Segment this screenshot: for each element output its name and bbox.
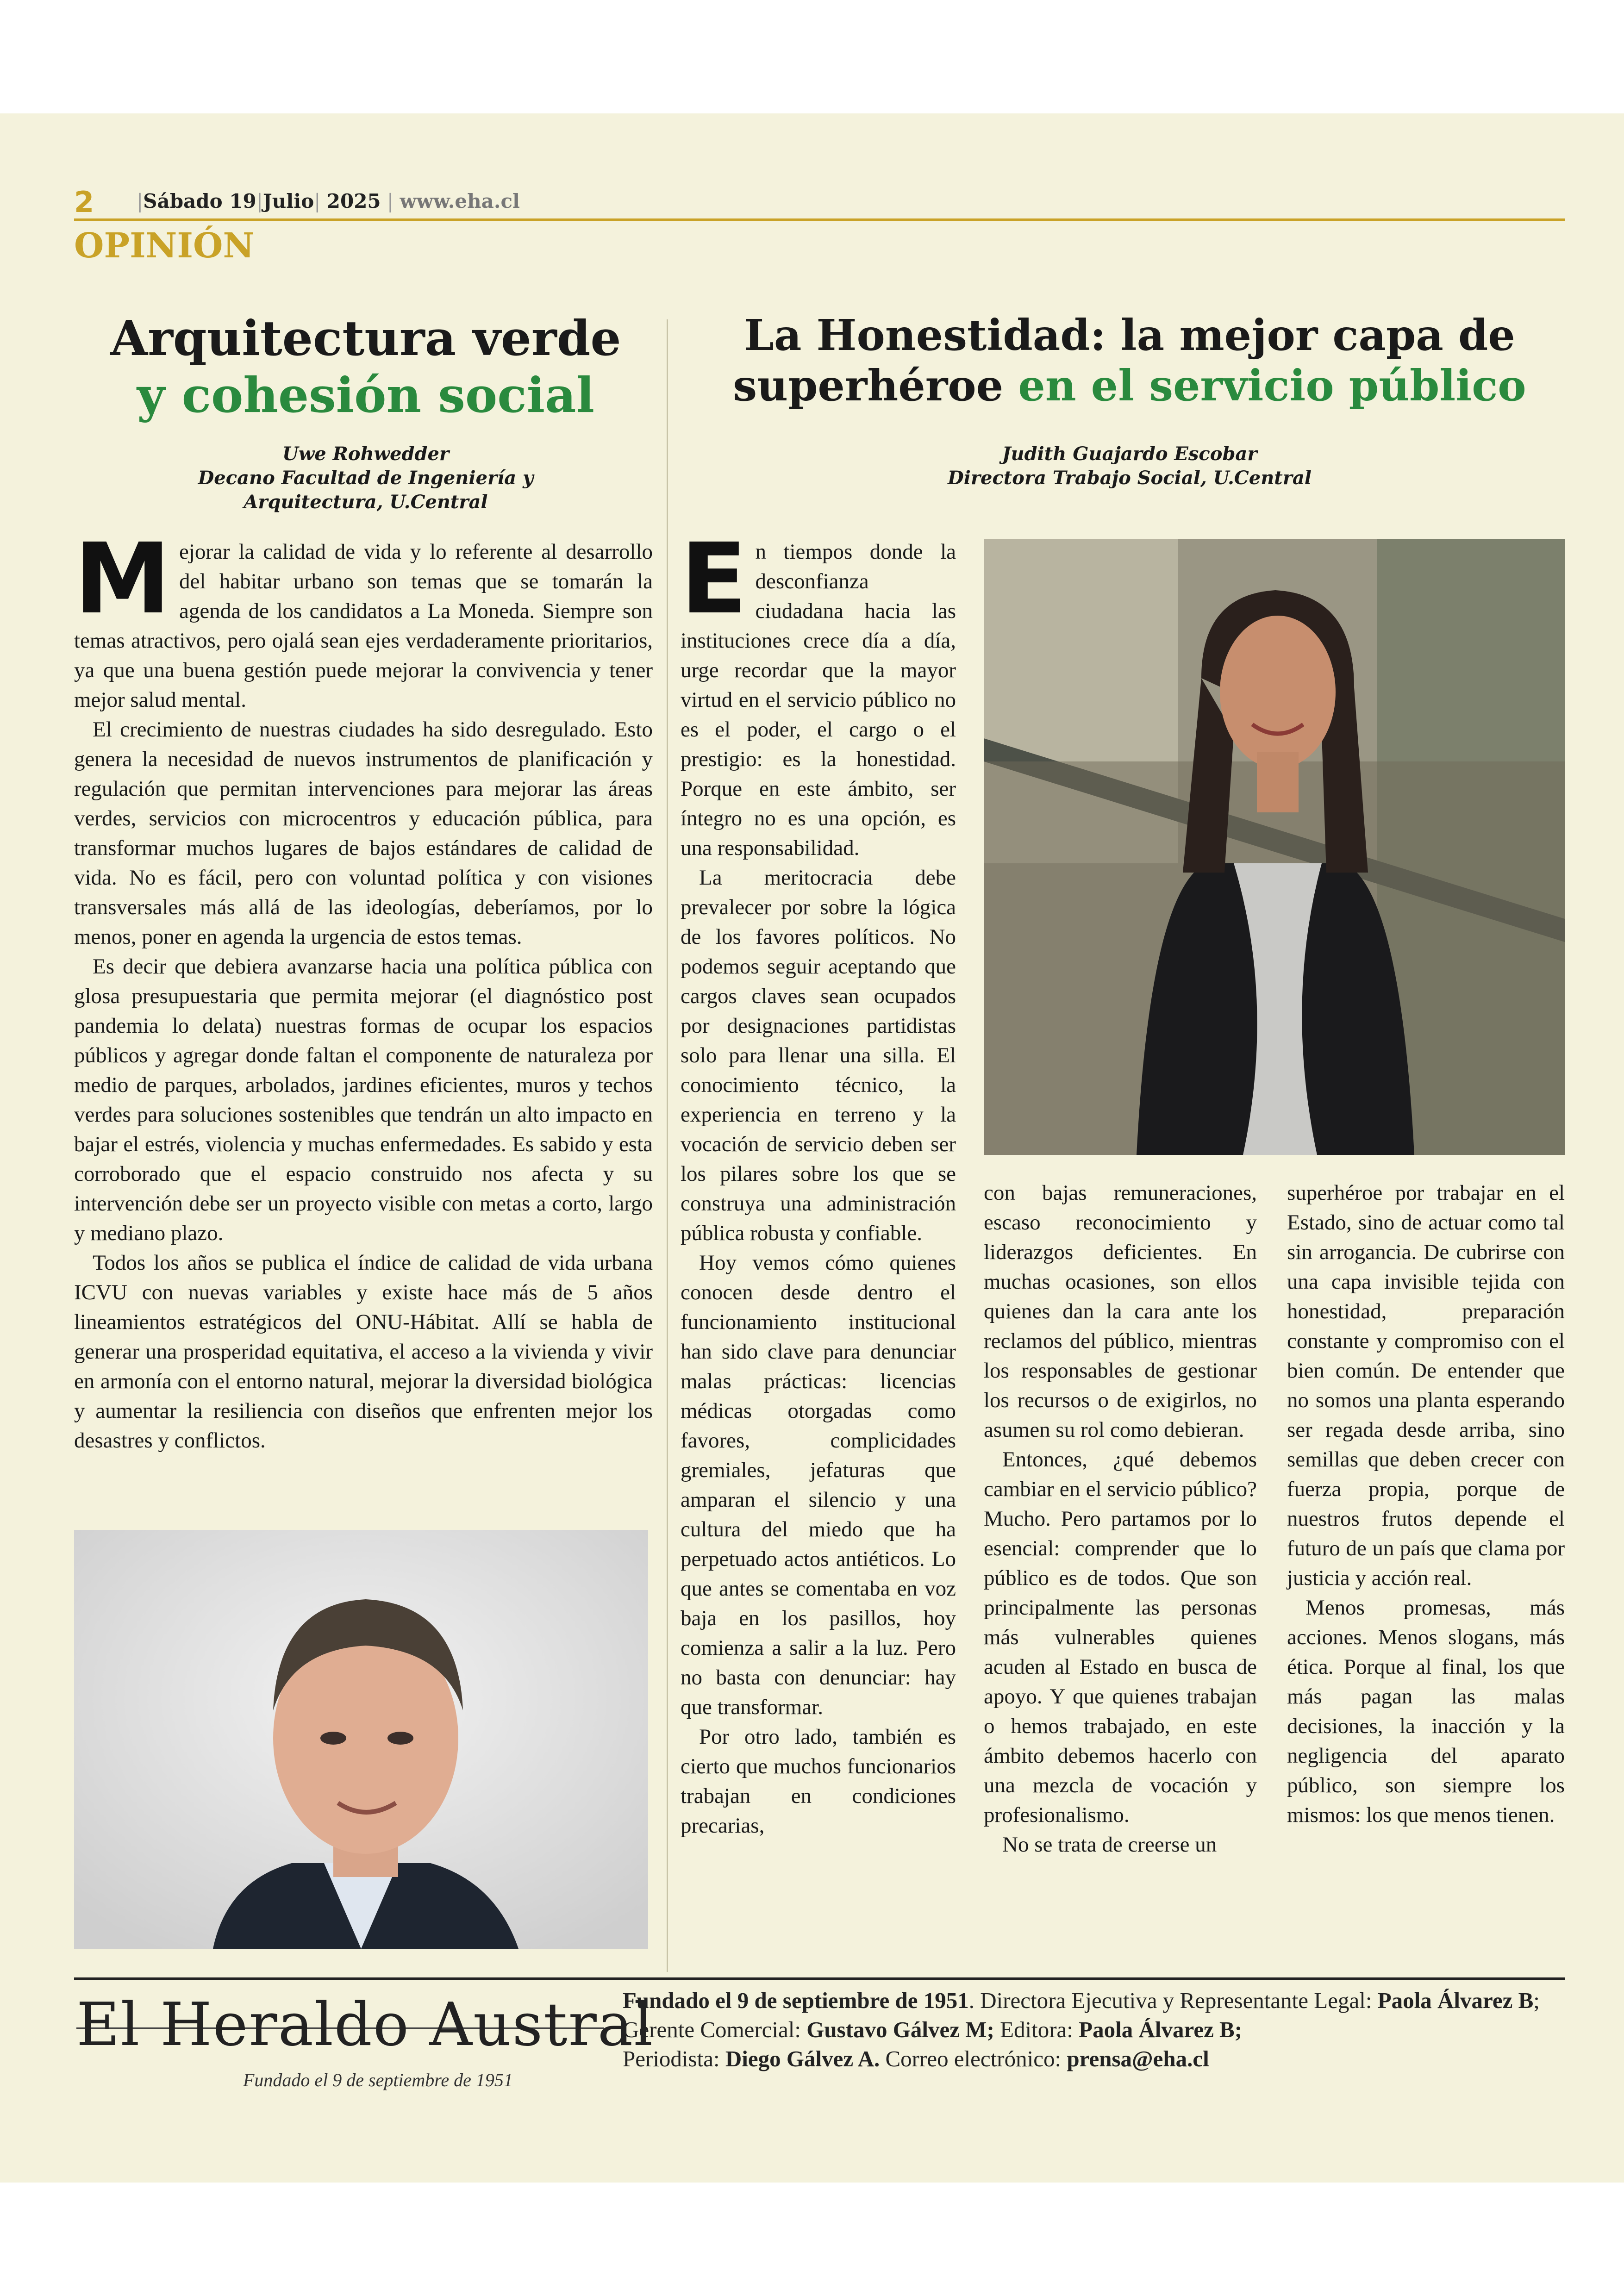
article2-title-line1: La Honestidad: la mejor capa de	[744, 310, 1515, 360]
article2-title-line2a: superhéroe	[733, 360, 1018, 411]
article2-author: Judith Guajardo Escobar	[1002, 443, 1257, 465]
article2-paragraph: Menos promesas, más acciones. Menos slogans, más ética. Porque al final, los que más pagan las malas decisiones, la inacción y la negligencia del aparato público, son siempre los mismos: los que menos tienen.	[1287, 1596, 1565, 1827]
journalist-name: Diego Gálvez A.	[725, 2046, 880, 2071]
contact-email[interactable]: prensa@eha.cl	[1067, 2046, 1209, 2071]
author-portrait-photo-1	[74, 1530, 648, 1949]
article2-paragraph: No se trata de creerse un	[1002, 1833, 1217, 1857]
article2-paragraph: superhéroe por trabajar en el Estado, sino de actuar como tal sin arrogancia. De cubrirse con una capa invisible tejida con honestidad, preparación constante y compromiso con el bien común. De entender que no somos una planta esperando ser regada desde arriba, sino semillas que deben crecer con fuerza propia, porque de nuestros frutos depende el futuro de un país que clama por justicia y acción real.	[1287, 1181, 1565, 1590]
page-header	[74, 185, 1565, 221]
article1-author: Uwe Rohwedder	[282, 443, 450, 465]
article2-body-col2	[984, 1178, 1257, 1859]
manager-name: Gustavo Gálvez M;	[806, 2017, 994, 2042]
article2-title-line2b: en el servicio público	[1018, 360, 1526, 411]
article2-paragraph: Hoy vemos cómo quienes conocen desde dentro el funcionamiento institucional han sido clave para denunciar malas prácticas: licencias médicas otorgadas como favores, complicidades gremiales, jefaturas que amparan el silencio y una cultura del miedo que ha perpetuado actos antiéticos. Lo que antes se comentaba en voz baja en los pasillos, hoy comienza a salir a la luz. Pero no basta con denunciar: hay que transformar.	[681, 1251, 956, 1719]
newspaper-logo	[76, 1990, 654, 2059]
logo-wordmark: El Heraldo Austral	[76, 1990, 654, 2059]
article1-title	[74, 310, 657, 424]
director-name: Paola Álvarez B	[1377, 1988, 1534, 2013]
article1-title-line1: Arquitectura verde	[110, 310, 621, 367]
email-label: Correo electrónico:	[885, 2046, 1062, 2071]
article1-paragraph: ejorar la calidad de vida y lo referente al desarrollo del habitar urbano son temas que se tomarán la agenda de los candidatos a La Moneda. Siempre son temas atractivos, pero ojalá sean ejes verdaderamente prioritarios, ya que una buena gestión puede mejorar la convivencia y tener mejor salud mental.	[74, 540, 653, 712]
date-month: Julio	[262, 190, 314, 212]
logo-tagline: Fundado el 9 de septiembre de 1951	[243, 2070, 513, 2090]
portrait-illustration-1	[74, 1530, 648, 1949]
column-divider	[667, 319, 668, 1972]
author-portrait-photo-2	[984, 539, 1565, 1155]
article2-role: Directora Trabajo Social, U.Central	[948, 467, 1312, 489]
portrait-illustration-2	[984, 539, 1565, 1155]
founded-text: Fundado el 9 de septiembre de 1951	[623, 1988, 969, 2013]
article1-paragraph: El crecimiento de nuestras ciudades ha sido desregulado. Esto genera la necesidad de nuevos instrumentos de planificación y regulación que permitan intervenciones para mejorar las áreas verdes, servicios con microcentros y educación pública, para transformar muchos lugares de bajos estándares de calidad de vida. No es fácil, pero con voluntad política y con visiones transversales más allá de las ideologías, deberíamos, por lo menos, poner en agenda la urgencia de estos temas.	[74, 717, 653, 949]
article1-title-line2: y cohesión social	[137, 366, 594, 424]
article2-paragraph: con bajas remuneraciones, escaso reconocimiento y liderazgos deficientes. En muchas ocasiones, son ellos quienes dan la cara ante los reclamos del público, mientras los responsables de gestionar los recursos o de exigirlos, no asumen su rol como debieran.	[984, 1181, 1257, 1442]
article2-paragraph: n tiempos donde la desconfianza ciudadana hacia las instituciones crece día a día, urge recordar que la mayor virtud en el servicio público no es el poder, el cargo o el prestigio: es la honestidad. Porque en este ámbito, ser íntegro no es una opción, es una responsabilidad.	[681, 540, 956, 860]
article1-role-line1: Decano Facultad de Ingeniería y	[198, 467, 534, 489]
article2-drop-cap: E	[681, 522, 747, 636]
article1-paragraph: Todos los años se publica el índice de calidad de vida urbana ICVU con nuevas variables y existe hace más de 5 años lineamientos estratégicos del ONU-Hábitat. Allí se habla de generar una prosperidad equitativa, el acceso a la vivienda y vivir en armonía con el entorno natural, mejorar la diversidad biológica y aumentar la resiliencia con diseños que enfrenten mejor los desastres y conflictos.	[74, 1251, 653, 1453]
article1-role-line2: Arquitectura, U.Central	[244, 491, 488, 513]
article1-byline	[74, 442, 657, 514]
page-number: 2	[74, 185, 94, 219]
editor-label: Editora:	[1000, 2017, 1073, 2042]
date-day: Sábado 19	[143, 190, 256, 212]
section-title: OPINIÓN	[74, 226, 255, 266]
dateline: |Sábado 19|Julio| 2025 | www.eha.cl	[137, 190, 520, 212]
article1-body	[74, 522, 653, 1455]
article2-byline	[694, 442, 1565, 490]
article2-paragraph: Por otro lado, también es cierto que muchos funcionarios trabajan en condiciones precarias,	[681, 1725, 956, 1838]
footer-rule	[74, 1977, 1565, 1980]
article1-drop-cap: M	[74, 522, 171, 636]
article2-body-col1	[681, 522, 956, 1840]
article2-title	[694, 310, 1565, 411]
article2-body-col3	[1287, 1178, 1565, 1830]
date-year: 2025	[326, 190, 381, 212]
masthead-credits	[623, 1986, 1572, 2073]
article2-paragraph: La meritocracia debe prevalecer por sobre la lógica de los favores políticos. No podemos seguir aceptando que cargos claves sean ocupados por designaciones partidistas solo para llenar una silla. El conocimiento técnico, la experiencia en terreno y la vocación de servicio deben ser los pilares sobre los que se construya una administración pública robusta y confiable.	[681, 866, 956, 1245]
article2-paragraph: Entonces, ¿qué debemos cambiar en el servicio público? Mucho. Pero partamos por lo esencial: comprender que lo público es de todos. Que son principalmente las personas más vulnerables quienes acuden al Estado en busca de apoyo. Y que quienes trabajan o hemos trabajado, en este ámbito debemos hacerlo con una mezcla de vocación y profesionalismo.	[984, 1447, 1257, 1827]
director-label: . Directora Ejecutiva y Representante Legal:	[968, 1988, 1372, 2013]
article1-paragraph: Es decir que debiera avanzarse hacia una política pública con glosa presupuestaria que permita mejorar (el diagnóstico post pandemia lo delata) nuestras formas de ocupar los espacios públicos y agregar donde faltan el componente de naturaleza por medio de parques, arbolados, jardines eficientes, muros y techos verdes para soluciones sostenibles que tendrán un alto impacto en bajar el estrés, violencia y muchas enfermedades. Es sabido y esta corroborado que el espacio construido nos afecta y su intervención debe ser un proyecto visible con metas a corto, largo y mediano plazo.	[74, 954, 653, 1245]
editor-name: Paola Álvarez B;	[1079, 2017, 1243, 2042]
manager-label: ; Gerente Comercial:	[623, 1988, 1540, 2042]
site-url[interactable]: www.eha.cl	[400, 190, 520, 212]
journalist-label: Periodista:	[623, 2046, 720, 2071]
